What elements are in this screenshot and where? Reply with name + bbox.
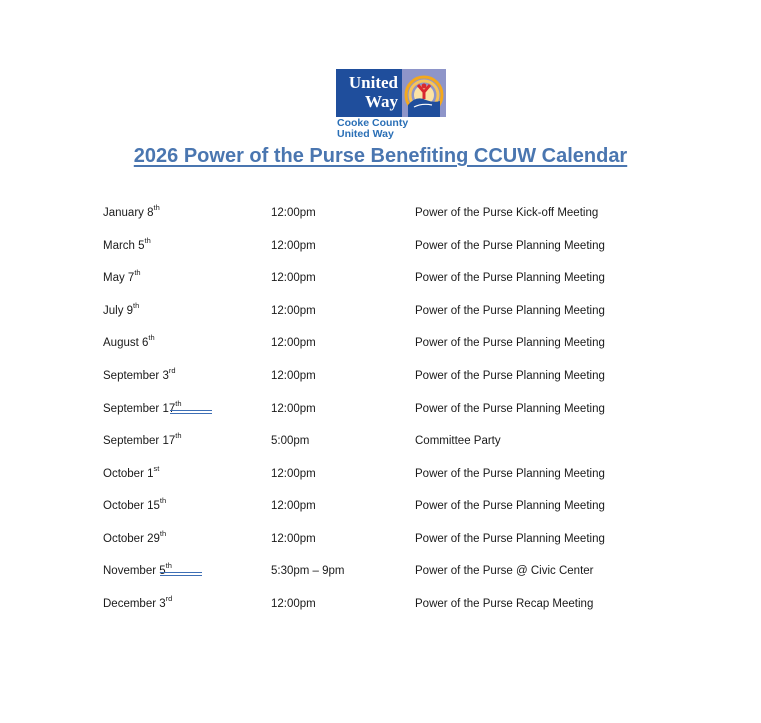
- event-date: [103, 333, 155, 353]
- schedule-row: [0, 203, 761, 223]
- date-text: January 8: [103, 207, 154, 219]
- event-date: [103, 301, 139, 321]
- schedule-row: [0, 594, 761, 614]
- schedule-row: [0, 236, 761, 256]
- event-description: Power of the Purse Planning Meeting: [415, 468, 605, 480]
- date-suffix: th: [133, 301, 140, 311]
- date-suffix: th: [153, 203, 160, 213]
- date-text: March 5: [103, 240, 145, 252]
- date-suffix: th: [159, 529, 167, 539]
- event-time: 12:00pm: [271, 533, 316, 545]
- event-description: Committee Party: [415, 435, 501, 447]
- logo-line2: Way: [364, 92, 398, 111]
- event-description: Power of the Purse Planning Meeting: [415, 533, 605, 545]
- event-time: 12:00pm: [271, 272, 316, 284]
- date-text: October 29: [103, 533, 160, 545]
- event-date: [103, 366, 176, 386]
- event-description: Power of the Purse Planning Meeting: [415, 305, 605, 317]
- date-text: December 3: [103, 598, 166, 610]
- date-text: October 15: [103, 500, 160, 512]
- date-text: September 17: [103, 403, 176, 415]
- event-time: 12:00pm: [271, 240, 316, 252]
- schedule-row: [0, 268, 761, 288]
- date-text: May 7: [103, 272, 135, 284]
- date-text: November 5: [103, 565, 166, 577]
- event-date: [103, 561, 202, 581]
- schedule-row: [0, 366, 761, 386]
- date-suffix: th: [144, 236, 151, 246]
- page-title: 2026 Power of the Purse Benefiting CCUW Calendar: [133, 145, 628, 167]
- event-time: 12:00pm: [271, 370, 316, 382]
- event-date: [103, 464, 159, 484]
- event-description: Power of the Purse Planning Meeting: [415, 500, 605, 512]
- schedule-row: [0, 301, 761, 321]
- event-date: [103, 529, 166, 549]
- date-suffix: th: [159, 496, 167, 506]
- united-way-logo: [336, 69, 446, 117]
- schedule-row: [0, 333, 761, 353]
- event-date: [103, 268, 141, 288]
- event-time: 5:30pm – 9pm: [271, 565, 345, 577]
- logo-subtitle-line1: Cooke County: [337, 117, 409, 129]
- logo-line1: United: [348, 73, 398, 92]
- date-text: October 1: [103, 468, 154, 480]
- event-date: [103, 431, 182, 451]
- event-time: 12:00pm: [271, 305, 316, 317]
- date-suffix: st: [153, 464, 160, 474]
- event-time: 12:00pm: [271, 337, 316, 349]
- date-text: September 3: [103, 370, 169, 382]
- event-date: [103, 594, 172, 614]
- date-text: August 6: [103, 337, 149, 349]
- date-suffix: th: [148, 333, 155, 343]
- event-description: Power of the Purse Planning Meeting: [415, 272, 605, 284]
- date-text: September 17: [103, 435, 176, 447]
- event-time: 12:00pm: [271, 403, 316, 415]
- date-suffix: th: [165, 561, 172, 571]
- event-date: [103, 399, 212, 419]
- event-description: Power of the Purse Planning Meeting: [415, 337, 605, 349]
- date-suffix: th: [175, 431, 182, 441]
- schedule-row: [0, 496, 761, 516]
- event-date: [103, 203, 160, 223]
- event-description: Power of the Purse @ Civic Center: [415, 565, 594, 577]
- event-time: 12:00pm: [271, 500, 316, 512]
- event-description: Power of the Purse Planning Meeting: [415, 240, 605, 252]
- event-time: 12:00pm: [271, 468, 316, 480]
- schedule-row: [0, 431, 761, 451]
- event-time: 12:00pm: [271, 598, 316, 610]
- schedule-row: [0, 464, 761, 484]
- logo-wordmark: [336, 69, 402, 117]
- event-description: Power of the Purse Planning Meeting: [415, 370, 605, 382]
- event-description: Power of the Purse Planning Meeting: [415, 403, 605, 415]
- schedule-row: [0, 561, 761, 581]
- logo-subtitle-line2: United Way: [337, 128, 394, 140]
- date-suffix: rd: [168, 366, 176, 376]
- schedule-row: [0, 399, 761, 419]
- united-way-hand-rainbow-icon: [402, 69, 446, 117]
- date-text: July 9: [103, 305, 134, 317]
- spelling-mark: [170, 410, 212, 414]
- event-description: Power of the Purse Recap Meeting: [415, 598, 594, 610]
- logo-subtitle: [337, 118, 408, 140]
- event-time: 12:00pm: [271, 207, 316, 219]
- date-suffix: rd: [165, 594, 173, 604]
- event-date: [103, 236, 151, 256]
- schedule-row: [0, 529, 761, 549]
- spelling-mark: [160, 572, 202, 576]
- event-time: 5:00pm: [271, 435, 310, 447]
- event-description: Power of the Purse Kick-off Meeting: [415, 207, 599, 219]
- event-date: [103, 496, 166, 516]
- date-suffix: th: [175, 399, 182, 409]
- date-suffix: th: [134, 268, 141, 278]
